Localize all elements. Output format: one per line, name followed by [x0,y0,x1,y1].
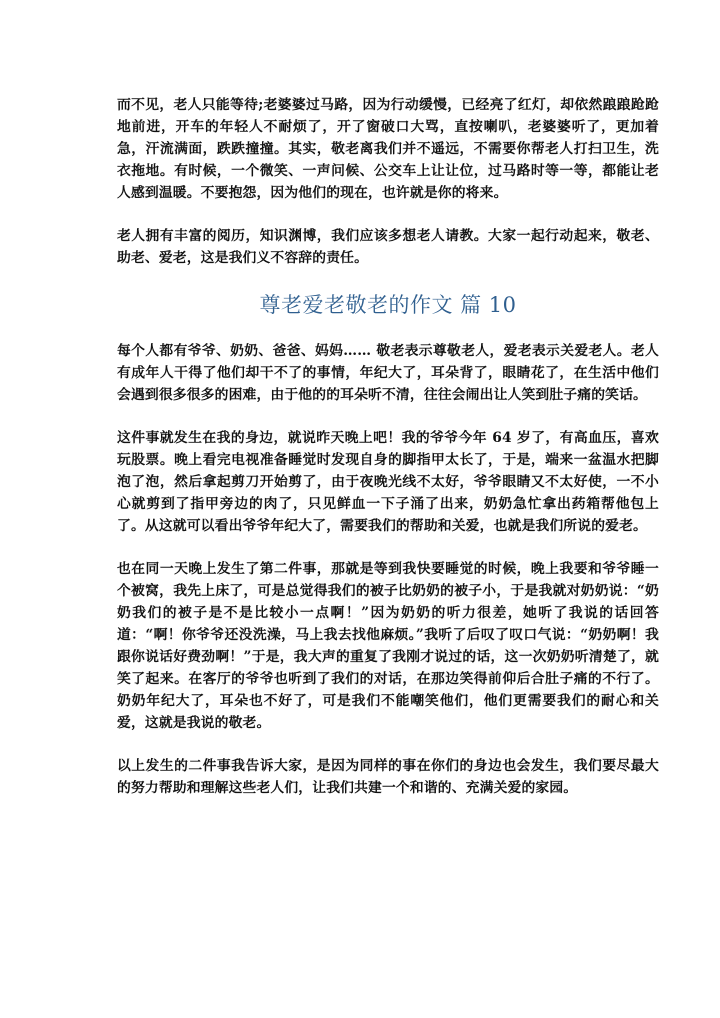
paragraph-intro-2: 老人拥有丰富的阅历，知识渊博，我们应该多想老人请教。大家一起行动起来，敬老、助老、爱老，这是我们义不容辞的责任。 [117,228,659,266]
section-title: 尊老爱老敬老的作文 篇 10 [259,293,517,317]
paragraph-section-2: 这件事就发生在我的身边，就说昨天晚上吧！我的爷爷今年 64 岁了，有高血压，喜欢玩股票。晚上看完电视准备睡觉时发现自身的脚指甲太长了，于是，端来一盆温水把脚泡了泡，然后拿起剪刀开始剪了，由于夜晚光线不太好，爷爷眼睛又不太好使，一不小心就剪到了指甲旁边的肉了，只见鲜血一下子涌了出来，奶奶急忙拿出药箱帮他包上了。从这就可以看出爷爷年纪大了，需要我们的帮助和关爱，也就是我们所说的爱老。 [117,430,659,534]
paragraph-section-1: 每个人都有爷爷、奶奶、爸爸、妈妈…… 敬老表示尊敬老人，爱老表示关爱老人。老人有成年人干得了他们却干不了的事情，年纪大了，耳朵背了，眼睛花了，在生活中他们会遇到很多很多的困难，由于他的的耳朵听不清，往往会闹出让人笑到肚子痛的笑话。 [117,343,659,403]
document-page [117,94,659,820]
paragraph-section-3: 也在同一天晚上发生了第二件事，那就是等到我快要睡觉的时候，晚上我要和爷爷睡一个被窝，我先上床了，可是总觉得我们的被子比奶奶的被子小，于是我就对奶奶说：“奶奶我们的被子是不是比较小一点啊！”因为奶奶的听力很差，她听了我说的话回答道：“啊！你爷爷还没洗澡，马上我去找他麻烦。”我听了后叹了叹口气说：“奶奶啊！我跟你说话好费劲啊！”于是，我大声的重复了我刚才说过的话，这一次奶奶听清楚了，就笑了起来。在客厅的爷爷也听到了我们的对话，在那边笑得前仰后合肚子痛的不行了。奶奶年纪大了，耳朵也不好了，可是我们不能嘲笑他们，他们更需要我们的耐心和关爱，这就是我说的敬老。 [117,561,659,731]
paragraph-section-4: 以上发生的二件事我告诉大家，是因为同样的事在你们的身边也会发生，我们要尽最大的努力帮助和理解这些老人们，让我们共建一个和谐的、充满关爱的家园。 [117,758,659,796]
paragraph-intro-1: 而不见，老人只能等待;老婆婆过马路，因为行动缓慢，已经亮了红灯，却依然踉踉跄跄地前进，开车的年轻人不耐烦了，开了窗破口大骂，直按喇叭，老婆婆听了，更加着急，汗流满面，跌跌撞撞。其实，敬老离我们并不遥远，不需要你帮老人打扫卫生，洗衣拖地。有时候，一个微笑、一声问候、公交车上让让位，过马路时等一等，都能让老人感到温暖。不要抱怨，因为他们的现在，也许就是你的将来。 [117,97,659,201]
